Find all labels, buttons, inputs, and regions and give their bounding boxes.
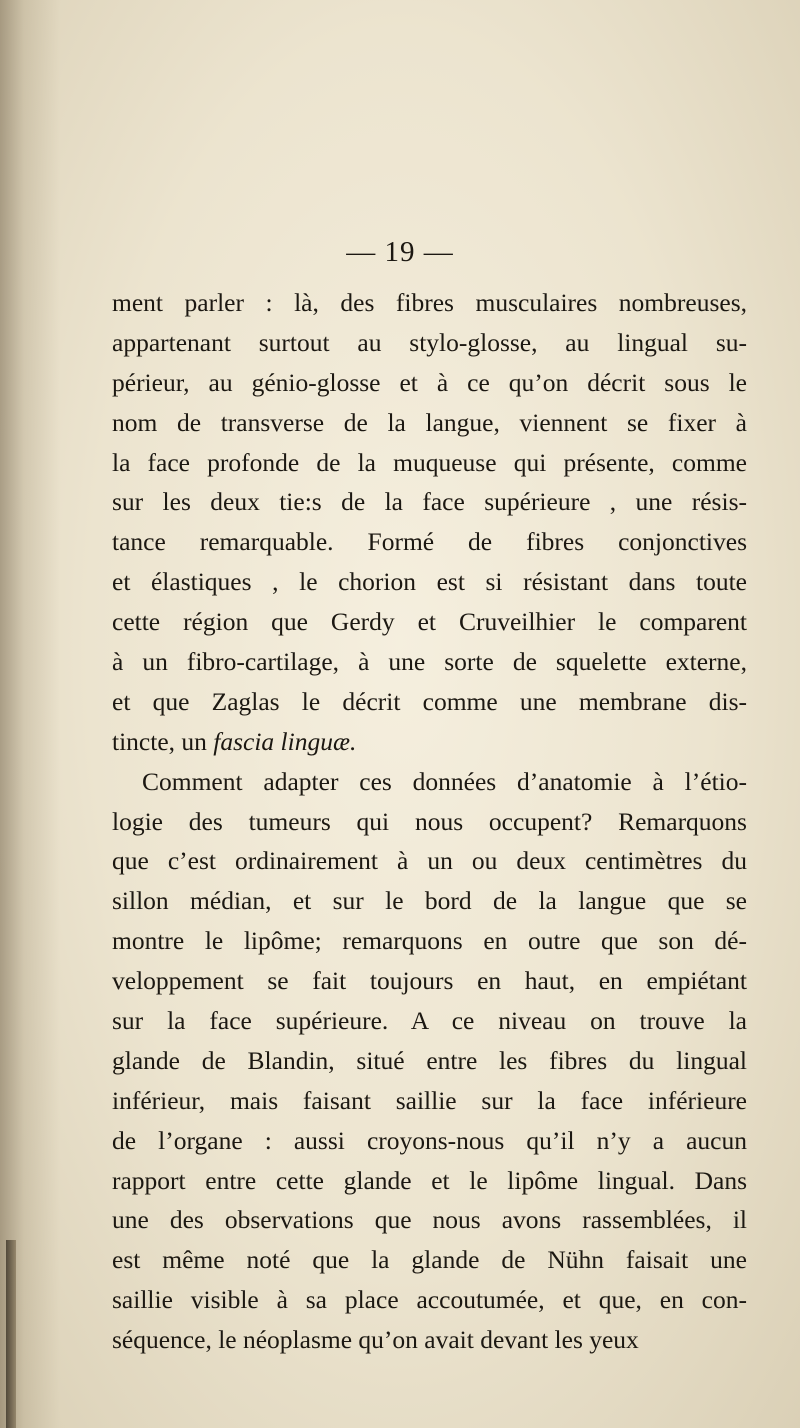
text-segment: tincte, un [112, 726, 214, 756]
text-line: nom de transverse de la langue, viennent se fixer à [112, 407, 747, 437]
text-line: veloppement se fait toujours en haut, en empiétant [112, 966, 747, 996]
text-line: et que Zaglas le décrit comme une membrane dis- [112, 686, 747, 716]
text-line: ment parler : là, des fibres musculaires nombreuses, [112, 288, 747, 317]
text-line: la face profonde de la muqueuse qui présente, comme [112, 447, 747, 477]
text-line: séquence, le néoplasme qu’on avait devant les yeux [112, 1325, 639, 1355]
text-line: et élastiques , le chorion est si résistant dans toute [112, 567, 747, 597]
text-line-paragraph-start: Comment adapter ces données d’anatomie à l’étio- [142, 766, 747, 796]
page-number: — 19 — [346, 236, 454, 268]
text-line: rapport entre cette glande et le lipôme lingual. Dans [112, 1165, 747, 1195]
text-line: montre le lipôme; remarquons en outre que son dé- [112, 926, 747, 956]
text-line: sur les deux tie:s de la face supérieure , une résis- [112, 487, 747, 517]
text-line: cette région que Gerdy et Cruveilhier le comparent [112, 607, 747, 637]
text-line: que c’est ordinairement à un ou deux centimètres du [112, 846, 747, 876]
text-line: à un fibro-cartilage, à une sorte de squelette externe, [112, 647, 747, 677]
text-line: tance remarquable. Formé de fibres conjonctives [112, 527, 747, 557]
text-line: glande de Blandin, situé entre les fibres du lingual [112, 1045, 747, 1075]
binding-shadow [0, 0, 60, 1428]
text-line: logie des tumeurs qui nous occupent? Remarquons [112, 806, 747, 836]
text-line: de l’organe : aussi croyons-nous qu’il n’y a aucun [112, 1125, 747, 1155]
binding-edge [6, 1240, 16, 1428]
text-line: saillie visible à sa place accoutumée, et que, en con- [112, 1285, 747, 1315]
text-line: périeur, au génio-glosse et à ce qu’on décrit sous le [112, 367, 747, 397]
text-line: une des observations que nous avons rassemblées, il [112, 1205, 747, 1235]
text-line: appartenant surtout au stylo-glosse, au lingual su- [112, 327, 747, 357]
italic-term: fascia linguæ. [213, 726, 357, 756]
text-line: inférieur, mais faisant saillie sur la face inférieure [112, 1085, 747, 1115]
text-line: est même noté que la glande de Nühn faisait une [112, 1245, 747, 1275]
text-line: sillon médian, et sur le bord de la langue que se [112, 886, 747, 916]
text-line: sur la face supérieure. A ce niveau on trouve la [112, 1006, 747, 1036]
text-line-paragraph-end [112, 722, 747, 762]
body-text [112, 283, 747, 1360]
